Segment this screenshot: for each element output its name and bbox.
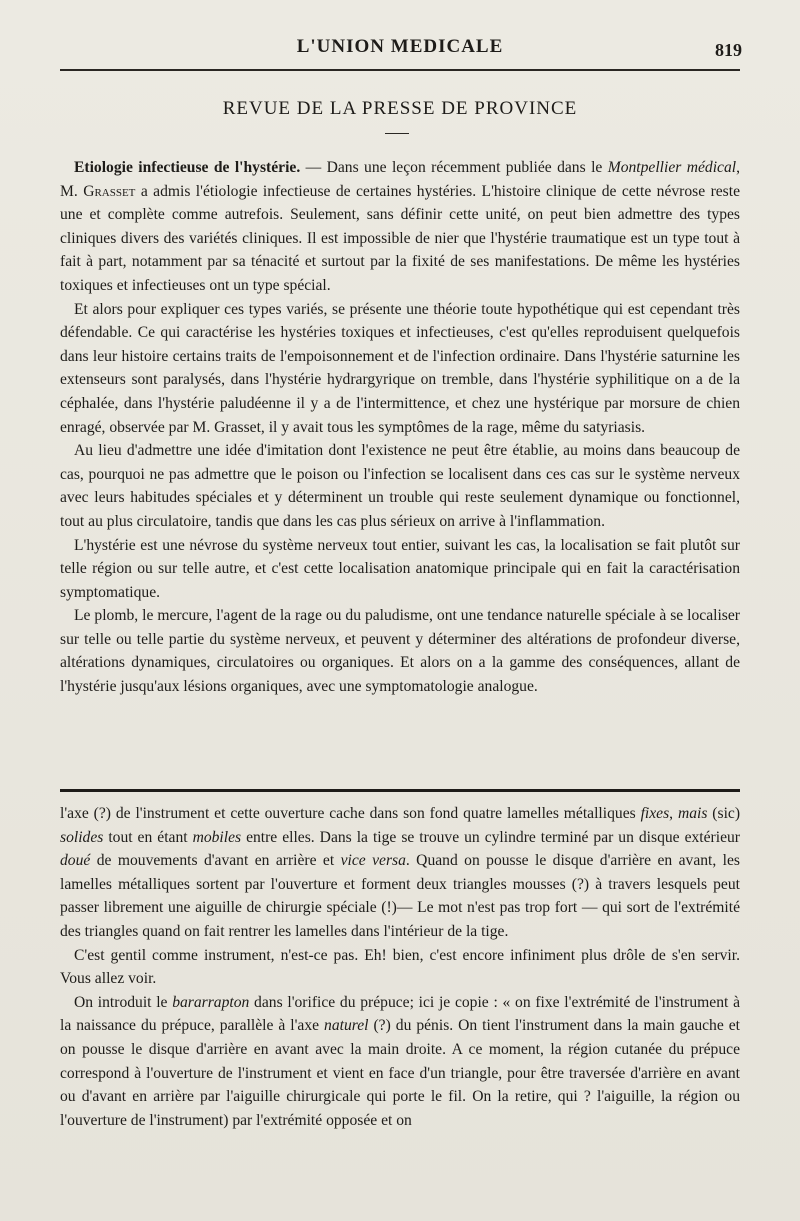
article-body (60, 156, 740, 699)
continuation-paragraph (60, 802, 740, 944)
page-header (60, 32, 740, 72)
text-run: de mouvements d'avant en arrière et (90, 852, 341, 870)
article-paragraph: L'hystérie est une névrose du système nerveux tout entier, suivant les cas, la localisation se fait plutôt sur telle région ou sur telle autre, et c'est cette localisation anatomique principale qui en fait la caractérisation symptomatique. (60, 536, 740, 601)
author-name: Grasset (83, 182, 136, 200)
section-divider (60, 789, 740, 792)
article-paragraph (60, 156, 740, 298)
text-run: dans l'orifice du prépuce; ici je copie : « on fixe l'extrémité de l'instrument à la naissance du prépuce, parallèle à l'axe (60, 993, 740, 1035)
italic-word: solides (60, 828, 104, 846)
text-run: — Dans une leçon récemment publiée dans le (300, 159, 608, 176)
text-run: a admis l'étiologie infectieuse de certaines hystéries. L'histoire clinique de cette névrose reste une et complète comme autrefois. Seulement, sans définir cette unité, on peut bien admettre des types cliniques divers des variétés cliniques. Il est impossible de nier que l'hystérie traumatique est un type tout à fait à part, notamment par sa ténacité et surtout par la fixité de ses manifestations. De même les hystéries toxiques et infectieuses ont un type spécial. (60, 182, 741, 294)
italic-word: mais (677, 805, 708, 822)
journal-title: L'UNION MEDICALE (296, 36, 504, 57)
italic-word: vice versa (340, 852, 406, 870)
continuation-body (60, 802, 740, 1132)
text-run: tout en étant (103, 828, 193, 846)
text-run: . Quand on pousse le disque d'arrière en avant, les lamelles métalliques sortent par l'ouverture et forment deux triangles mousses (?) à travers lesquels peut passer librement une aiguille de chirurgie spéciale (!)— Le mot n'est pas trop fort — qui sort de l'extrémité des triangles quand on fait rentrer les lamelles dans l'intérieur de la tige. (60, 852, 740, 940)
article-paragraph: Et alors pour expliquer ces types variés, se présente une théorie toute hypothétique qui est cependant très défendable. Ce qui caractérise les hystéries toxiques et infectieuses, c'est qu'elles reproduisent quelquefois dans leur histoire certains traits de l'empoisonnement et de l'infection ordinaire. Dans l'hystérie saturnine les extenseurs sont paralysés, dans l'hystérie hydrargyrique on tremble, dans l'hystérie syphilitique on a de la céphalée, dans l'hystérie paludéenne il y a de l'intermittence, et chez une hystérique par morsure de chien enragé, observée par M. Grasset, il y avait tous les symptômes de la rage, même du satyriasis. (60, 300, 740, 436)
page-number: 819 (715, 40, 742, 60)
text-run: On introduit le (74, 993, 173, 1011)
article-paragraph: Le plomb, le mercure, l'agent de la rage ou du paludisme, ont une tendance naturelle spéciale à se localiser sur telle ou telle partie du système nerveux, et peuvent y déterminer des altérations de profondeur diverse, altérations dynamiques, circulatoires ou organiques. Et alors on a la gamme des conséquences, allant de l'hystérie jusqu'aux lésions organiques, avec une symptomatologie analogue. (60, 607, 740, 696)
article-paragraph: Au lieu d'admettre une idée d'imitation dont l'existence ne peut être établie, au moins dans beaucoup de cas, pourquoi ne pas admettre que le poison ou l'infection se localisent dans ces cas sur le système nerveux avec leurs habitudes spéciales et y déterminent un trouble qui reste seulement dynamique ou fonctionnel, tout au plus circulatoire, tandis que dans les cas plus sérieux on arrive à l'inflammation. (60, 442, 740, 530)
continuation-paragraph (60, 991, 740, 1133)
text-run: entre elles. Dans la tige se trouve un cylindre terminé par un disque extérieur (241, 828, 740, 846)
title-dash (385, 133, 409, 134)
journal-name: Montpellier médical (607, 159, 737, 176)
italic-word: doué (60, 852, 91, 870)
text-run: , M. (60, 159, 741, 200)
text-run: (?) du pénis. On tient l'instrument dans la main gauche et on pousse le disque d'arrière en avant avec la main droite. A ce moment, la région cutanée du prépuce correspond à l'ouverture de l'instrument et vient en face d'un triangle, pour être traversée d'arrière en avant ou d'avant en arrière par l'aiguille chirurgicale qui porte le fil. On la retire, qui ? l'aiguille, la région ou l'ouverture de l'instrument) par l'extrémité opposée et on (60, 1017, 740, 1129)
italic-word: mobiles (192, 828, 242, 846)
text-run: , (669, 805, 678, 822)
italic-word: fixes (640, 805, 670, 822)
header-rule (60, 69, 740, 71)
italic-word: naturel (324, 1017, 369, 1035)
continuation-paragraph: C'est gentil comme instrument, n'est-ce pas. Eh! bien, c'est encore infiniment plus drôle de s'en servir. Vous allez voir. (60, 946, 740, 988)
instrument-name: bararrapton (172, 993, 250, 1011)
text-run: (sic) (707, 805, 741, 822)
text-run: l'axe (?) de l'instrument et cette ouverture cache dans son fond quatre lamelles métalliques (60, 805, 641, 822)
section-title: REVUE DE LA PRESSE DE PROVINCE (222, 98, 578, 119)
article-lead: Etiologie infectieuse de l'hystérie. (74, 159, 301, 176)
